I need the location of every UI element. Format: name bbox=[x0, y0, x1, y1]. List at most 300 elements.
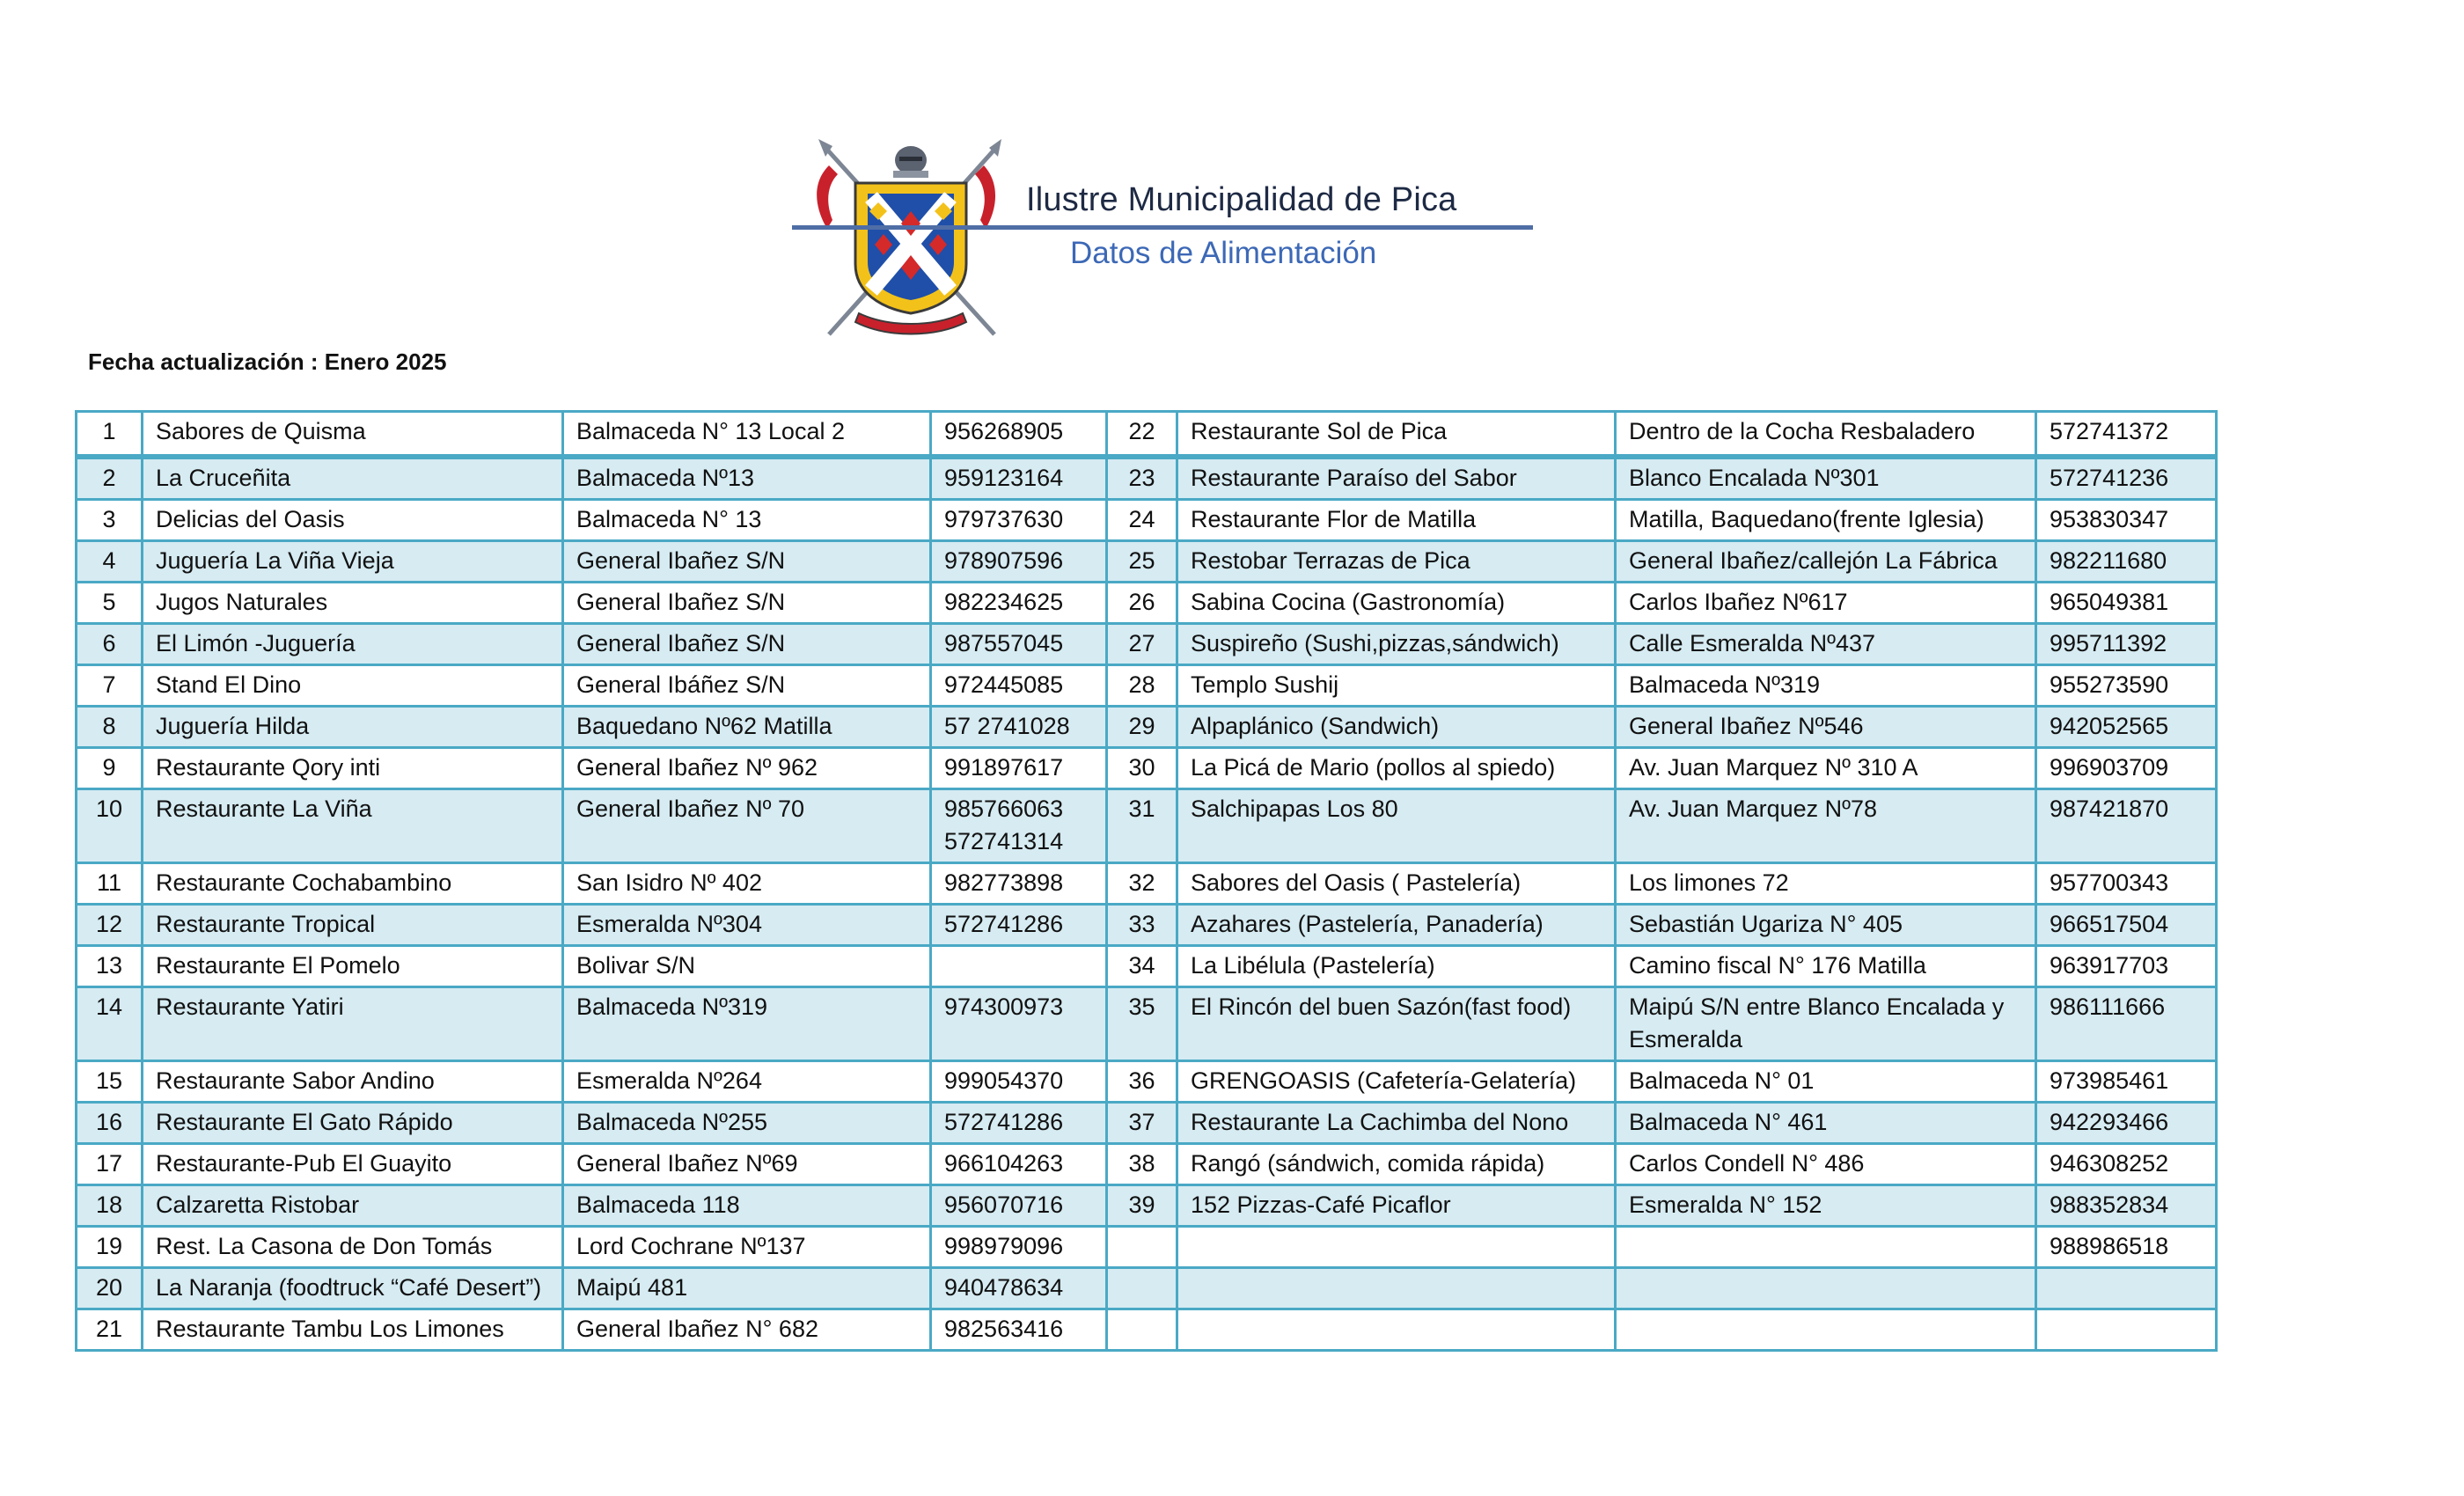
update-date: Fecha actualización : Enero 2025 bbox=[88, 348, 447, 375]
phone: 996903709 bbox=[2050, 754, 2169, 781]
establishment-name-cell bbox=[143, 457, 563, 500]
establishment-name-cell bbox=[143, 1103, 563, 1144]
establishment-name: Restaurante Qory inti bbox=[156, 754, 381, 781]
phone: 987557045 bbox=[944, 630, 1064, 656]
phone: 959123164 bbox=[944, 465, 1064, 491]
phone: 956070716 bbox=[944, 1192, 1064, 1218]
establishment-name: Restaurante Tambu Los Limones bbox=[156, 1316, 504, 1342]
row-number: 39 bbox=[1128, 1192, 1155, 1218]
phone-cell bbox=[931, 707, 1107, 748]
establishment-name: Stand El Dino bbox=[156, 671, 302, 698]
row-number: 21 bbox=[95, 1316, 123, 1342]
address-cell bbox=[1616, 1227, 2036, 1268]
establishment-name-cell bbox=[1177, 946, 1616, 987]
establishment-name-cell bbox=[143, 412, 563, 458]
row-number: 25 bbox=[1128, 547, 1155, 574]
phone-cell bbox=[2036, 1103, 2217, 1144]
table-row bbox=[77, 500, 2217, 541]
phone: 973985461 bbox=[2050, 1067, 2169, 1094]
row-number: 26 bbox=[1128, 589, 1155, 615]
phone: 955273590 bbox=[2050, 671, 2169, 698]
phone: 986111666 bbox=[2050, 994, 2166, 1020]
row-number: 5 bbox=[102, 589, 116, 615]
establishment-name-cell bbox=[1177, 665, 1616, 707]
row-number-cell bbox=[77, 1103, 143, 1144]
phone-cell bbox=[931, 1061, 1107, 1103]
row-number: 28 bbox=[1128, 671, 1155, 698]
row-number-cell bbox=[77, 987, 143, 1061]
establishment-name-cell bbox=[1177, 1268, 1616, 1309]
phone-cell bbox=[931, 748, 1107, 789]
address-cell bbox=[1616, 1268, 2036, 1309]
address: Balmaceda 118 bbox=[576, 1192, 740, 1218]
table-row bbox=[77, 541, 2217, 583]
establishment-name: Calzaretta Ristobar bbox=[156, 1192, 360, 1218]
address: General Ibañez Nº 70 bbox=[576, 796, 805, 822]
address-cell bbox=[1616, 863, 2036, 905]
address: General Ibañez S/N bbox=[576, 630, 786, 656]
establishment-name-cell bbox=[1177, 905, 1616, 946]
row-number: 32 bbox=[1128, 869, 1155, 896]
establishment-name: Azahares (Pastelería, Panadería) bbox=[1191, 911, 1544, 937]
phone: 966517504 bbox=[2050, 911, 2169, 937]
establishment-name-cell bbox=[143, 905, 563, 946]
phone-cell bbox=[2036, 1144, 2217, 1185]
establishment-name-cell bbox=[1177, 412, 1616, 458]
address: Balmaceda N° 01 bbox=[1629, 1067, 1815, 1094]
row-number-cell bbox=[1107, 1309, 1177, 1351]
phone: 987421870 bbox=[2050, 796, 2169, 822]
address-cell bbox=[1616, 707, 2036, 748]
establishment-name-cell bbox=[143, 624, 563, 665]
phone-cell bbox=[931, 987, 1107, 1061]
phone: 988986518 bbox=[2050, 1233, 2169, 1259]
row-number: 30 bbox=[1128, 754, 1155, 781]
phone-cell bbox=[931, 1185, 1107, 1227]
table-row bbox=[77, 1103, 2217, 1144]
address-cell bbox=[563, 1061, 931, 1103]
address-cell bbox=[1616, 1309, 2036, 1351]
row-number-cell bbox=[77, 583, 143, 624]
row-number: 18 bbox=[95, 1192, 123, 1218]
establishment-name-cell bbox=[143, 500, 563, 541]
row-number-cell bbox=[77, 1309, 143, 1351]
row-number-cell bbox=[1107, 905, 1177, 946]
phone-cell bbox=[2036, 624, 2217, 665]
establishment-name: Templo Sushij bbox=[1191, 671, 1339, 698]
row-number-cell bbox=[1107, 987, 1177, 1061]
establishment-name: Juguería Hilda bbox=[156, 713, 310, 739]
address-cell bbox=[563, 665, 931, 707]
address: General Ibañez N° 682 bbox=[576, 1316, 818, 1342]
phone: 572741236 bbox=[2050, 465, 2169, 491]
establishment-name: El Rincón del buen Sazón(fast food) bbox=[1191, 994, 1572, 1020]
address: Bolivar S/N bbox=[576, 952, 696, 979]
address-cell bbox=[563, 1227, 931, 1268]
table-row bbox=[77, 707, 2217, 748]
row-number: 16 bbox=[95, 1109, 123, 1135]
phone-cell bbox=[931, 500, 1107, 541]
phone-cell bbox=[931, 1309, 1107, 1351]
phone: 999054370 bbox=[944, 1067, 1064, 1094]
establishment-name-cell bbox=[1177, 583, 1616, 624]
phone-cell bbox=[931, 412, 1107, 458]
phone: 572741372 bbox=[2050, 418, 2169, 444]
phone: 974300973 bbox=[944, 994, 1064, 1020]
address: General Ibañez/callejón La Fábrica bbox=[1629, 547, 1998, 574]
phone: 995711392 bbox=[2050, 630, 2167, 656]
address: Balmaceda Nº255 bbox=[576, 1109, 767, 1135]
establishment-name-cell bbox=[1177, 748, 1616, 789]
row-number-cell bbox=[77, 500, 143, 541]
row-number: 23 bbox=[1128, 465, 1155, 491]
phone-cell bbox=[931, 583, 1107, 624]
establishment-name: Restaurante Paraíso del Sabor bbox=[1191, 465, 1517, 491]
row-number: 29 bbox=[1128, 713, 1155, 739]
address: General Ibañez Nº69 bbox=[576, 1150, 798, 1177]
establishment-name: Sabores de Quisma bbox=[156, 418, 366, 444]
establishment-name: Alpaplánico (Sandwich) bbox=[1191, 713, 1440, 739]
address-cell bbox=[563, 624, 931, 665]
establishment-name-cell bbox=[143, 987, 563, 1061]
table-row bbox=[77, 1061, 2217, 1103]
phone-secondary: 572741314 bbox=[944, 828, 1064, 854]
row-number-cell bbox=[77, 541, 143, 583]
establishment-name-cell bbox=[1177, 1103, 1616, 1144]
address-cell bbox=[563, 1144, 931, 1185]
address: Camino fiscal N° 176 Matilla bbox=[1629, 952, 1926, 979]
phone-cell bbox=[2036, 1309, 2217, 1351]
address: Esmeralda Nº264 bbox=[576, 1067, 762, 1094]
address: Balmaceda N° 13 bbox=[576, 506, 762, 532]
row-number-cell bbox=[77, 748, 143, 789]
establishment-name: Sabina Cocina (Gastronomía) bbox=[1191, 589, 1506, 615]
phone: 966104263 bbox=[944, 1150, 1064, 1177]
row-number-cell bbox=[1107, 583, 1177, 624]
phone-cell bbox=[2036, 987, 2217, 1061]
row-number: 17 bbox=[95, 1150, 123, 1177]
address-cell bbox=[1616, 905, 2036, 946]
row-number-cell bbox=[1107, 1144, 1177, 1185]
address-cell bbox=[1616, 541, 2036, 583]
address-cell bbox=[1616, 412, 2036, 458]
row-number-cell bbox=[77, 457, 143, 500]
address: Av. Juan Marquez Nº78 bbox=[1629, 796, 1878, 822]
establishment-name-cell bbox=[143, 541, 563, 583]
address: Carlos Ibañez Nº617 bbox=[1629, 589, 1848, 615]
establishment-name-cell bbox=[1177, 1061, 1616, 1103]
establishment-name: Restaurante El Gato Rápido bbox=[156, 1109, 453, 1135]
establishment-name-cell bbox=[1177, 624, 1616, 665]
address: Balmaceda Nº13 bbox=[576, 465, 754, 491]
establishment-name: Restaurante Cochabambino bbox=[156, 869, 452, 896]
establishment-name: Restaurante Sol de Pica bbox=[1191, 418, 1448, 444]
row-number: 24 bbox=[1128, 506, 1155, 532]
address: Carlos Condell N° 486 bbox=[1629, 1150, 1865, 1177]
table-row bbox=[77, 946, 2217, 987]
row-number: 11 bbox=[96, 869, 122, 896]
table-row bbox=[77, 863, 2217, 905]
establishment-name-cell bbox=[143, 1227, 563, 1268]
table-row bbox=[77, 1309, 2217, 1351]
phone: 978907596 bbox=[944, 547, 1064, 574]
address: Av. Juan Marquez Nº 310 A bbox=[1629, 754, 1918, 781]
row-number-cell bbox=[77, 1144, 143, 1185]
row-number-cell bbox=[77, 863, 143, 905]
establishment-name: GRENGOASIS (Cafetería-Gelatería) bbox=[1191, 1067, 1577, 1094]
establishment-name-cell bbox=[1177, 987, 1616, 1061]
row-number-cell bbox=[77, 665, 143, 707]
establishment-name: Restaurante La Cachimba del Nono bbox=[1191, 1109, 1569, 1135]
phone: 942293466 bbox=[2050, 1109, 2169, 1135]
establishment-name-cell bbox=[1177, 863, 1616, 905]
establishment-name: Restaurante Tropical bbox=[156, 911, 376, 937]
phone: 998979096 bbox=[944, 1233, 1064, 1259]
establishment-name: La Naranja (foodtruck “Café Desert”) bbox=[156, 1274, 542, 1301]
phone: 991897617 bbox=[944, 754, 1064, 781]
row-number: 2 bbox=[102, 465, 116, 491]
phone-cell bbox=[2036, 905, 2217, 946]
row-number-cell bbox=[77, 946, 143, 987]
address-cell bbox=[1616, 583, 2036, 624]
address-cell bbox=[563, 500, 931, 541]
row-number-cell bbox=[1107, 1103, 1177, 1144]
address-cell bbox=[563, 583, 931, 624]
table-row bbox=[77, 1144, 2217, 1185]
establishment-name: Delicias del Oasis bbox=[156, 506, 345, 532]
address-cell bbox=[563, 412, 931, 458]
row-number-cell bbox=[77, 789, 143, 863]
phone-cell bbox=[931, 905, 1107, 946]
row-number: 38 bbox=[1128, 1150, 1155, 1177]
row-number-cell bbox=[77, 1227, 143, 1268]
address-cell bbox=[563, 905, 931, 946]
row-number: 35 bbox=[1128, 994, 1155, 1020]
table-row bbox=[77, 1185, 2217, 1227]
establishment-name: 152 Pizzas-Café Picaflor bbox=[1191, 1192, 1451, 1218]
establishment-name: Sabores del Oasis ( Pastelería) bbox=[1191, 869, 1522, 896]
phone-cell bbox=[931, 665, 1107, 707]
phone-cell bbox=[931, 541, 1107, 583]
row-number-cell bbox=[1107, 946, 1177, 987]
table-row bbox=[77, 987, 2217, 1061]
address-cell bbox=[1616, 789, 2036, 863]
table-row bbox=[77, 412, 2217, 458]
establishment-name-cell bbox=[143, 1144, 563, 1185]
row-number: 12 bbox=[95, 911, 123, 937]
address: Balmaceda N° 13 Local 2 bbox=[576, 418, 845, 444]
establishment-name-cell bbox=[1177, 1227, 1616, 1268]
establishment-name-cell bbox=[143, 583, 563, 624]
phone-cell bbox=[2036, 1061, 2217, 1103]
address-cell bbox=[1616, 748, 2036, 789]
row-number: 8 bbox=[102, 713, 116, 739]
address: Esmeralda N° 152 bbox=[1629, 1192, 1822, 1218]
table-row bbox=[77, 1268, 2217, 1309]
table-row bbox=[77, 1227, 2217, 1268]
address: General Ibáñez S/N bbox=[576, 671, 786, 698]
establishment-name: Suspireño (Sushi,pizzas,sándwich) bbox=[1191, 630, 1559, 656]
establishment-name-cell bbox=[143, 665, 563, 707]
address-cell bbox=[1616, 1061, 2036, 1103]
row-number: 6 bbox=[102, 630, 116, 656]
org-name: Ilustre Municipalidad de Pica bbox=[1026, 181, 1457, 218]
establishment-name: Restaurante Flor de Matilla bbox=[1191, 506, 1477, 532]
establishment-name-cell bbox=[1177, 1309, 1616, 1351]
phone: 972445085 bbox=[944, 671, 1064, 698]
address-cell bbox=[1616, 1103, 2036, 1144]
phone: 988352834 bbox=[2050, 1192, 2169, 1218]
phone-cell bbox=[931, 457, 1107, 500]
address: Matilla, Baquedano(frente Iglesia) bbox=[1629, 506, 1984, 532]
address-cell bbox=[563, 541, 931, 583]
address: San Isidro Nº 402 bbox=[576, 869, 762, 896]
row-number-cell bbox=[77, 1185, 143, 1227]
phone: 979737630 bbox=[944, 506, 1064, 532]
phone-cell bbox=[2036, 500, 2217, 541]
establishment-name: El Limón -Juguería bbox=[156, 630, 356, 656]
establishment-name-cell bbox=[1177, 457, 1616, 500]
establishment-name-cell bbox=[143, 748, 563, 789]
address-cell bbox=[563, 1103, 931, 1144]
establishment-name-cell bbox=[143, 707, 563, 748]
establishment-name-cell bbox=[1177, 500, 1616, 541]
phone-cell bbox=[2036, 541, 2217, 583]
table-row bbox=[77, 748, 2217, 789]
phone-cell bbox=[2036, 863, 2217, 905]
phone: 982234625 bbox=[944, 589, 1064, 615]
address: Balmaceda Nº319 bbox=[576, 994, 767, 1020]
establishment-name: Restaurante Sabor Andino bbox=[156, 1067, 435, 1094]
phone-cell bbox=[931, 789, 1107, 863]
establishment-name: Restaurante El Pomelo bbox=[156, 952, 400, 979]
address-cell bbox=[563, 863, 931, 905]
address: Balmaceda Nº319 bbox=[1629, 671, 1820, 698]
address-cell bbox=[563, 1185, 931, 1227]
address: Blanco Encalada Nº301 bbox=[1629, 465, 1880, 491]
phone-cell bbox=[2036, 1268, 2217, 1309]
row-number-cell bbox=[1107, 665, 1177, 707]
row-number-cell bbox=[1107, 1227, 1177, 1268]
establishment-name: Restaurante La Viña bbox=[156, 796, 372, 822]
establishment-name: Restaurante-Pub El Guayito bbox=[156, 1150, 452, 1177]
row-number-cell bbox=[1107, 789, 1177, 863]
row-number: 15 bbox=[95, 1067, 123, 1094]
row-number: 19 bbox=[95, 1233, 123, 1259]
row-number: 36 bbox=[1128, 1067, 1155, 1094]
phone-cell bbox=[931, 1227, 1107, 1268]
phone-cell bbox=[2036, 1227, 2217, 1268]
phone-cell bbox=[2036, 583, 2217, 624]
row-number: 7 bbox=[102, 671, 116, 698]
row-number: 14 bbox=[95, 994, 123, 1020]
phone: 982773898 bbox=[944, 869, 1064, 896]
establishment-name-cell bbox=[143, 863, 563, 905]
phone: 956268905 bbox=[944, 418, 1064, 444]
establishment-name: La Cruceñita bbox=[156, 465, 291, 491]
address: Dentro de la Cocha Resbaladero bbox=[1629, 418, 1976, 444]
row-number-cell bbox=[77, 412, 143, 458]
header-rule bbox=[792, 225, 1533, 230]
phone-cell bbox=[2036, 457, 2217, 500]
address-cell bbox=[1616, 1144, 2036, 1185]
phone-cell bbox=[931, 863, 1107, 905]
row-number: 20 bbox=[95, 1274, 123, 1301]
address-cell bbox=[1616, 946, 2036, 987]
address: Balmaceda N° 461 bbox=[1629, 1109, 1828, 1135]
address: General Ibañez Nº 962 bbox=[576, 754, 818, 781]
establishment-name: Rest. La Casona de Don Tomás bbox=[156, 1233, 493, 1259]
row-number-cell bbox=[1107, 624, 1177, 665]
establishment-name: Jugos Naturales bbox=[156, 589, 328, 615]
phone-cell bbox=[931, 1103, 1107, 1144]
establishment-name-cell bbox=[143, 1185, 563, 1227]
row-number: 13 bbox=[95, 952, 123, 979]
address-cell bbox=[563, 987, 931, 1061]
address: Maipú S/N entre Blanco Encalada y Esmeralda bbox=[1629, 994, 2005, 1052]
phone: 963917703 bbox=[2050, 952, 2169, 979]
address: Calle Esmeralda Nº437 bbox=[1629, 630, 1875, 656]
row-number-cell bbox=[1107, 1061, 1177, 1103]
establishment-name-cell bbox=[1177, 707, 1616, 748]
row-number: 4 bbox=[102, 547, 116, 574]
phone-cell bbox=[931, 624, 1107, 665]
row-number: 31 bbox=[1128, 796, 1155, 822]
phone: 957700343 bbox=[2050, 869, 2169, 896]
row-number-cell bbox=[1107, 863, 1177, 905]
address-cell bbox=[563, 707, 931, 748]
establishment-name: Salchipapas Los 80 bbox=[1191, 796, 1398, 822]
phone-cell bbox=[931, 1144, 1107, 1185]
establishments-table bbox=[75, 410, 2218, 1352]
address: Esmeralda Nº304 bbox=[576, 911, 762, 937]
table-row bbox=[77, 624, 2217, 665]
address-cell bbox=[563, 1268, 931, 1309]
phone: 57 2741028 bbox=[944, 713, 1070, 739]
address: Los limones 72 bbox=[1629, 869, 1789, 896]
row-number: 1 bbox=[102, 418, 116, 444]
phone: 940478634 bbox=[944, 1274, 1064, 1301]
row-number-cell bbox=[77, 1061, 143, 1103]
phone-cell bbox=[931, 1268, 1107, 1309]
establishment-name-cell bbox=[143, 946, 563, 987]
address-cell bbox=[1616, 987, 2036, 1061]
establishment-name: Juguería La Viña Vieja bbox=[156, 547, 394, 574]
row-number-cell bbox=[1107, 1185, 1177, 1227]
row-number-cell bbox=[1107, 748, 1177, 789]
phone: 572741286 bbox=[944, 911, 1064, 937]
row-number: 37 bbox=[1128, 1109, 1155, 1135]
establishment-name-cell bbox=[1177, 1185, 1616, 1227]
address: General Ibañez Nº546 bbox=[1629, 713, 1864, 739]
row-number-cell bbox=[77, 1268, 143, 1309]
establishment-name-cell bbox=[1177, 541, 1616, 583]
phone: 942052565 bbox=[2050, 713, 2169, 739]
address: Sebastián Ugariza N° 405 bbox=[1629, 911, 1903, 937]
address-cell bbox=[563, 457, 931, 500]
address-cell bbox=[1616, 665, 2036, 707]
address: Lord Cochrane Nº137 bbox=[576, 1233, 806, 1259]
establishment-name: Restaurante Yatiri bbox=[156, 994, 344, 1020]
phone-cell bbox=[2036, 946, 2217, 987]
row-number-cell bbox=[1107, 541, 1177, 583]
phone-cell bbox=[2036, 789, 2217, 863]
address: General Ibañez S/N bbox=[576, 547, 786, 574]
row-number: 3 bbox=[102, 506, 116, 532]
phone-cell bbox=[2036, 665, 2217, 707]
address-cell bbox=[1616, 624, 2036, 665]
row-number-cell bbox=[77, 707, 143, 748]
